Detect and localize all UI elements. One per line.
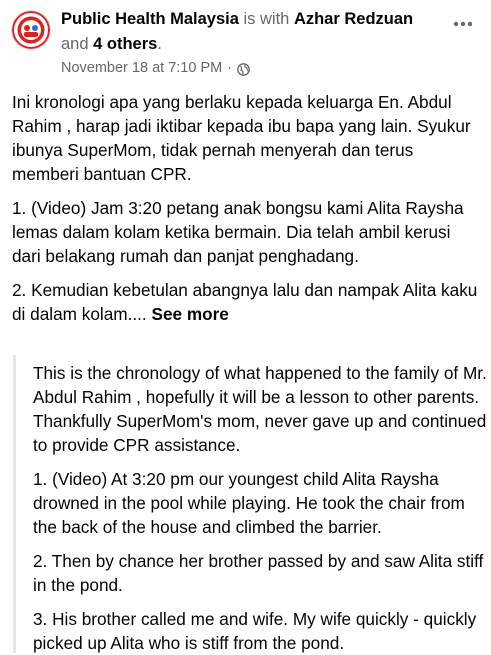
post-paragraph: 1. (Video) Jam 3:20 petang anak bongsu kami Alita Raysha lemas dalam kolam ketika bermain. Dia telah ambil kerusi dari belakang rumah dan panjat penghadang. (12, 198, 464, 266)
see-more-link[interactable]: See more (151, 304, 229, 324)
post-timestamp[interactable]: November 18 at 7:10 PM (61, 60, 223, 76)
translation-paragraph: 1. (Video) At 3:20 pm our youngest child Alita Raysha drowned in the pool while playing. He took the chair from the back of the house and climbed the barrier. (33, 469, 465, 537)
globe-icon[interactable] (237, 62, 250, 75)
truncated-text: 2. Kemudian kebetulan abangnya lalu dan nampak Alita kaku di dalam kolam.... (12, 280, 478, 324)
public-health-malaysia-logo (12, 11, 50, 49)
meta-separator: · (227, 60, 233, 76)
and-text: and (61, 35, 89, 53)
post-paragraph-truncated (12, 278, 482, 326)
end-punctuation: . (157, 35, 162, 53)
post-meta (61, 58, 250, 78)
translation-paragraph: 3. His brother called me and wife. My wife quickly - quickly picked up Alita who is stiff from the pond. (33, 609, 477, 653)
translation-block (13, 355, 491, 653)
post-header (0, 0, 491, 84)
author-line (61, 7, 441, 57)
post-paragraph: Ini kronologi apa yang berlaku kepada keluarga En. Abdul Rahim , harap jadi iktibar kepada ibu bapa yang lain. Syukur ibunya SuperMom, tidak pernah menyerah dan terus memberi bantuan CPR. (12, 92, 471, 184)
tagged-person-link[interactable]: Azhar Redzuan (293, 10, 414, 28)
translation-paragraph: This is the chronology of what happened to the family of Mr. Abdul Rahim , hopefully it will be a lesson to other parents. Thankfully SuperMom's mom, never gave up and continued to provide CPR assistance. (33, 363, 487, 455)
page-avatar[interactable] (11, 10, 51, 50)
translation-paragraph: 2. Then by chance her brother passed by and saw Alita stiff in the pond. (33, 551, 484, 595)
more-horizontal-icon (453, 21, 473, 27)
post-body (12, 90, 482, 336)
others-link[interactable]: 4 others (93, 35, 158, 53)
with-text: is with (243, 10, 290, 28)
page-name-link[interactable]: Public Health Malaysia (61, 10, 239, 28)
more-options-button[interactable] (451, 12, 475, 36)
